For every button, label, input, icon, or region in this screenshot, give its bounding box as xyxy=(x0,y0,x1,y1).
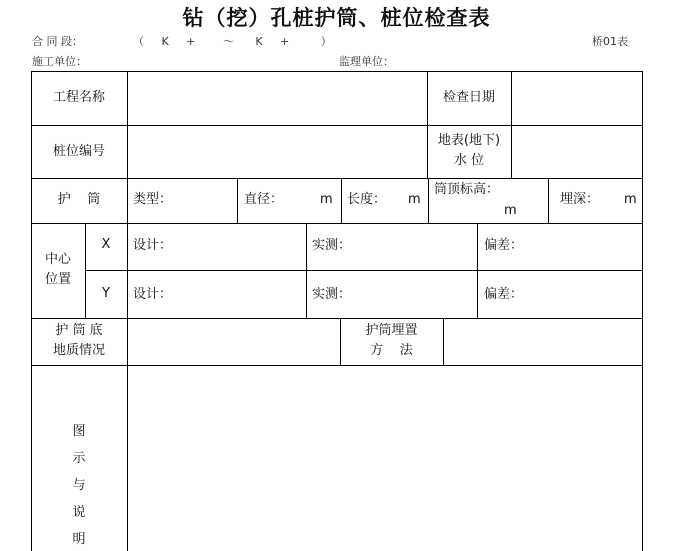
column-divider xyxy=(306,223,307,318)
x-design-label: 设计： xyxy=(133,238,173,253)
water-level-label-line2: 水 位 xyxy=(453,153,485,168)
diagram-label-char-2: 示 xyxy=(72,451,86,466)
length-unit: m xyxy=(408,192,421,207)
form-number: 桥01表 xyxy=(592,35,628,48)
column-divider xyxy=(237,178,238,223)
pile-number-value[interactable] xyxy=(128,127,426,177)
center-position-label-line2: 位置 xyxy=(44,272,71,287)
project-name-value[interactable] xyxy=(128,78,426,124)
row-divider xyxy=(85,270,643,271)
column-divider xyxy=(341,178,342,223)
column-divider xyxy=(548,178,549,223)
row-divider xyxy=(31,125,643,126)
x-label: X xyxy=(101,237,111,252)
x-deviation-label: 偏差： xyxy=(484,238,524,253)
pile-number-label: 桩位编号 xyxy=(52,144,105,159)
casing-label: 护 筒 xyxy=(57,192,101,207)
diagram-label-char-3: 与 xyxy=(72,478,86,493)
water-level-label-line1: 地表(地下) xyxy=(437,133,501,148)
casing-bottom-geology-value[interactable] xyxy=(128,320,339,364)
diameter-label: 直径： xyxy=(244,192,284,207)
y-measured-label: 实测： xyxy=(312,287,352,302)
type-label: 类型： xyxy=(133,192,173,207)
row-divider xyxy=(31,223,643,224)
diagram-label-char-1: 图 xyxy=(72,424,86,439)
supervision-unit-label: 监理单位： xyxy=(339,55,394,68)
water-level-value[interactable] xyxy=(512,127,642,177)
row-divider xyxy=(31,365,643,366)
y-design-label: 设计： xyxy=(133,287,173,302)
contract-section-label: 合 同 段： xyxy=(32,35,83,48)
diameter-unit: m xyxy=(320,192,333,207)
casing-bottom-geology-line2: 地质情况 xyxy=(52,343,105,358)
row-divider xyxy=(31,178,643,179)
casing-burial-method-line1: 护筒埋置 xyxy=(365,323,418,338)
diagram-label-char-4: 说 xyxy=(72,505,86,520)
casing-bottom-geology-line1: 护 筒 底 xyxy=(55,323,103,338)
diagram-label-char-5: 明 xyxy=(72,532,86,547)
diagram-area[interactable] xyxy=(128,367,642,551)
casing-burial-method-line2: 方 法 xyxy=(370,343,413,358)
column-divider xyxy=(477,223,478,318)
chainage-range: （ K + ～ K + ） xyxy=(133,35,332,48)
project-name-label: 工程名称 xyxy=(52,90,105,105)
casing-burial-method-value[interactable] xyxy=(444,320,642,364)
burial-depth-label: 埋深： xyxy=(560,192,600,207)
x-measured-label: 实测： xyxy=(312,238,352,253)
length-label: 长度： xyxy=(347,192,387,207)
center-position-label-line1: 中心 xyxy=(44,252,71,267)
y-label: Y xyxy=(102,286,110,301)
inspection-date-value[interactable] xyxy=(512,78,642,124)
top-elevation-unit: m xyxy=(504,203,517,218)
top-elevation-label: 筒顶标高： xyxy=(434,182,500,197)
column-divider xyxy=(428,178,429,223)
form-title: 钻（挖）孔桩护筒、桩位检查表 xyxy=(182,5,491,30)
y-deviation-label: 偏差： xyxy=(484,287,524,302)
construction-unit-label: 施工单位： xyxy=(32,55,87,68)
burial-depth-unit: m xyxy=(624,192,637,207)
inspection-date-label: 检查日期 xyxy=(442,90,495,105)
row-divider xyxy=(31,318,643,319)
